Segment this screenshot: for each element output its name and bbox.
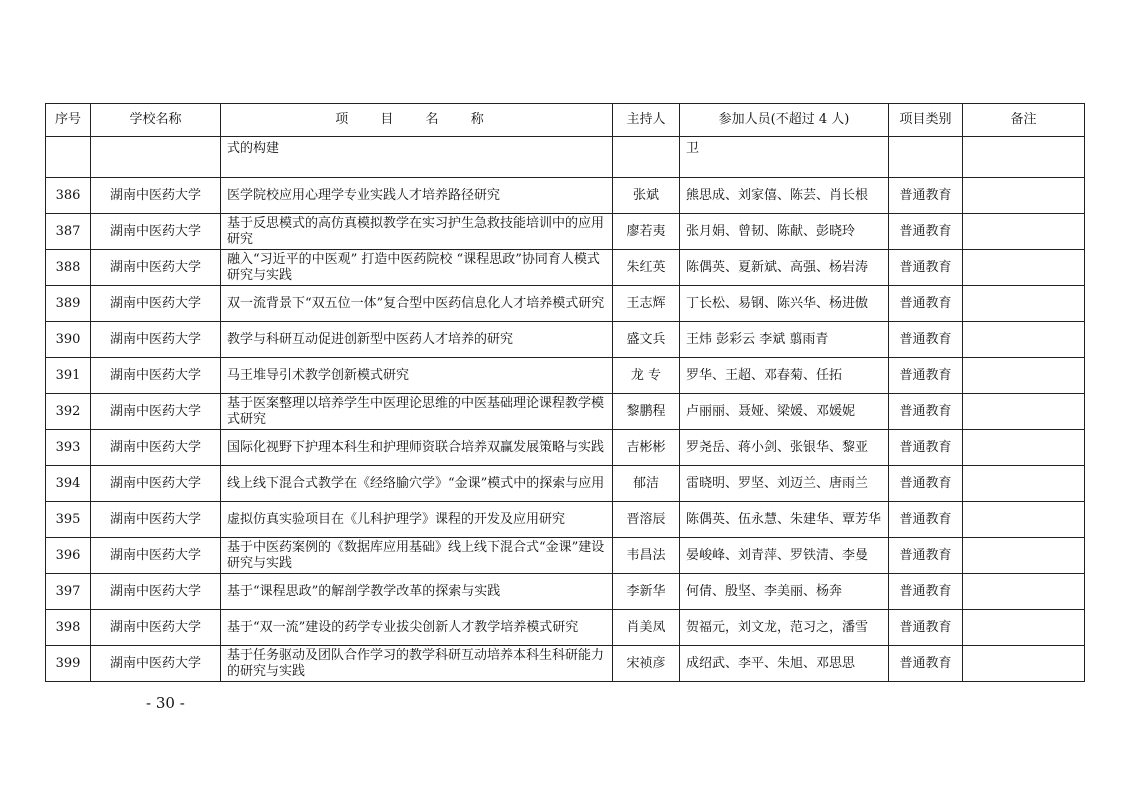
row-leader: 黎鹏程 <box>613 394 680 430</box>
row-school: 湖南中医药大学 <box>91 178 221 214</box>
row-category: 普通教育 <box>889 178 963 214</box>
document-table-area <box>45 103 1085 682</box>
row-category: 普通教育 <box>889 502 963 538</box>
row-no: 389 <box>46 286 91 322</box>
table-row <box>46 502 1085 538</box>
table-row <box>46 646 1085 682</box>
row-school: 湖南中医药大学 <box>91 322 221 358</box>
row-leader: 王志辉 <box>613 286 680 322</box>
row-no: 399 <box>46 646 91 682</box>
row-leader: 韦昌法 <box>613 538 680 574</box>
row-remark <box>963 574 1085 610</box>
row-remark <box>963 430 1085 466</box>
row-members: 陈偶英、伍永慧、朱建华、覃芳华 <box>680 502 889 538</box>
row-members: 雷晓明、罗坚、刘迈兰、唐雨兰 <box>680 466 889 502</box>
row-members: 丁长松、易钢、陈兴华、杨进傲 <box>680 286 889 322</box>
row-category: 普通教育 <box>889 358 963 394</box>
row-members: 王炜 彭彩云 李斌 翦雨青 <box>680 322 889 358</box>
row-school: 湖南中医药大学 <box>91 214 221 250</box>
row-no: 393 <box>46 430 91 466</box>
row-members: 何倩、殷坚、李美丽、杨奔 <box>680 574 889 610</box>
row-leader: 廖若夷 <box>613 214 680 250</box>
table-row <box>46 574 1085 610</box>
row-category: 普通教育 <box>889 646 963 682</box>
row-project: 国际化视野下护理本科生和护理师资联合培养双赢发展策略与实践 <box>221 430 613 466</box>
table-row <box>46 250 1085 286</box>
table-row <box>46 538 1085 574</box>
row-category: 普通教育 <box>889 466 963 502</box>
row-project: 虚拟仿真实验项目在《儿科护理学》课程的开发及应用研究 <box>221 502 613 538</box>
row-members: 陈偶英、夏新斌、高强、杨岩涛 <box>680 250 889 286</box>
row-project: 基于“课程思政”的解剖学教学改革的探索与实践 <box>221 574 613 610</box>
row-school: 湖南中医药大学 <box>91 610 221 646</box>
table-header-row <box>46 104 1085 137</box>
table-row <box>46 178 1085 214</box>
row-remark <box>963 286 1085 322</box>
row-members: 晏峻峰、刘青萍、罗铁清、李曼 <box>680 538 889 574</box>
continuation-project: 式的构建 <box>221 137 613 178</box>
table-cell <box>889 137 963 178</box>
row-remark <box>963 646 1085 682</box>
row-school: 湖南中医药大学 <box>91 430 221 466</box>
table-row <box>46 610 1085 646</box>
row-project: 基于中医药案例的《数据库应用基础》线上线下混合式“金课”建设研究与实践 <box>221 538 613 574</box>
row-category: 普通教育 <box>889 322 963 358</box>
row-project: 基于任务驱动及团队合作学习的教学科研互动培养本科生科研能力的研究与实践 <box>221 646 613 682</box>
row-remark <box>963 322 1085 358</box>
row-project: 教学与科研互动促进创新型中医药人才培养的研究 <box>221 322 613 358</box>
row-remark <box>963 394 1085 430</box>
header-leader: 主持人 <box>613 104 680 137</box>
row-no: 391 <box>46 358 91 394</box>
row-project: 基于反思模式的高仿真模拟教学在实习护生急救技能培训中的应用研究 <box>221 214 613 250</box>
row-project: 马王堆导引术教学创新模式研究 <box>221 358 613 394</box>
continuation-members: 卫 <box>680 137 889 178</box>
continuation-row <box>46 137 1085 178</box>
row-school: 湖南中医药大学 <box>91 466 221 502</box>
row-school: 湖南中医药大学 <box>91 538 221 574</box>
row-no: 388 <box>46 250 91 286</box>
row-remark <box>963 250 1085 286</box>
row-remark <box>963 502 1085 538</box>
row-leader: 肖美凤 <box>613 610 680 646</box>
row-no: 386 <box>46 178 91 214</box>
row-school: 湖南中医药大学 <box>91 358 221 394</box>
row-leader: 宋祯彦 <box>613 646 680 682</box>
row-leader: 郁洁 <box>613 466 680 502</box>
page-number: - 30 - <box>146 694 185 712</box>
row-members: 卢丽丽、聂娅、梁媛、邓媛妮 <box>680 394 889 430</box>
table-cell <box>46 137 91 178</box>
row-remark <box>963 178 1085 214</box>
row-remark <box>963 358 1085 394</box>
table-cell <box>91 137 221 178</box>
row-no: 394 <box>46 466 91 502</box>
table-row <box>46 286 1085 322</box>
row-category: 普通教育 <box>889 286 963 322</box>
header-category: 项目类别 <box>889 104 963 137</box>
row-project: 双一流背景下“双五位一体”复合型中医药信息化人才培养模式研究 <box>221 286 613 322</box>
row-leader: 吉彬彬 <box>613 430 680 466</box>
row-school: 湖南中医药大学 <box>91 646 221 682</box>
row-members: 罗尧岳、蒋小剑、张银华、黎亚 <box>680 430 889 466</box>
row-project: 基于“双一流”建设的药学专业拔尖创新人才教学培养模式研究 <box>221 610 613 646</box>
header-members: 参加人员(不超过 4 人) <box>680 104 889 137</box>
row-school: 湖南中医药大学 <box>91 286 221 322</box>
row-remark <box>963 538 1085 574</box>
table-row <box>46 466 1085 502</box>
row-leader: 朱红英 <box>613 250 680 286</box>
row-leader: 李新华 <box>613 574 680 610</box>
row-category: 普通教育 <box>889 250 963 286</box>
row-leader: 晋溶辰 <box>613 502 680 538</box>
row-members: 成绍武、李平、朱旭、邓思思 <box>680 646 889 682</box>
row-category: 普通教育 <box>889 538 963 574</box>
table-row <box>46 358 1085 394</box>
row-school: 湖南中医药大学 <box>91 502 221 538</box>
table-cell <box>613 137 680 178</box>
row-leader: 张斌 <box>613 178 680 214</box>
table-row <box>46 322 1085 358</box>
row-members: 贺福元，刘文龙，范习之，潘雪 <box>680 610 889 646</box>
row-no: 398 <box>46 610 91 646</box>
row-no: 396 <box>46 538 91 574</box>
table-row <box>46 394 1085 430</box>
row-leader: 盛文兵 <box>613 322 680 358</box>
row-remark <box>963 466 1085 502</box>
row-project: 医学院校应用心理学专业实践人才培养路径研究 <box>221 178 613 214</box>
header-project: 项 目 名 称 <box>221 104 613 137</box>
row-project: 基于医案整理以培养学生中医理论思维的中医基础理论课程教学模式研究 <box>221 394 613 430</box>
table-row <box>46 214 1085 250</box>
row-remark <box>963 214 1085 250</box>
row-no: 397 <box>46 574 91 610</box>
row-no: 390 <box>46 322 91 358</box>
row-category: 普通教育 <box>889 394 963 430</box>
row-school: 湖南中医药大学 <box>91 250 221 286</box>
row-remark <box>963 610 1085 646</box>
table-cell <box>963 137 1085 178</box>
header-remark: 备注 <box>963 104 1085 137</box>
row-no: 395 <box>46 502 91 538</box>
project-table <box>45 103 1085 682</box>
row-no: 392 <box>46 394 91 430</box>
header-school: 学校名称 <box>91 104 221 137</box>
table-row <box>46 430 1085 466</box>
row-leader: 龙 专 <box>613 358 680 394</box>
row-category: 普通教育 <box>889 430 963 466</box>
row-project: 线上线下混合式教学在《经络腧穴学》“金课”模式中的探索与应用 <box>221 466 613 502</box>
row-category: 普通教育 <box>889 214 963 250</box>
row-no: 387 <box>46 214 91 250</box>
row-school: 湖南中医药大学 <box>91 394 221 430</box>
row-members: 熊思成、刘家僖、陈芸、肖长根 <box>680 178 889 214</box>
row-members: 罗华、王超、邓春菊、任拓 <box>680 358 889 394</box>
row-category: 普通教育 <box>889 574 963 610</box>
row-category: 普通教育 <box>889 610 963 646</box>
row-members: 张月娟、曾韧、陈献、彭晓玲 <box>680 214 889 250</box>
header-no: 序号 <box>46 104 91 137</box>
row-school: 湖南中医药大学 <box>91 574 221 610</box>
row-project: 融入“习近平的中医观” 打造中医药院校 “课程思政”协同育人模式研究与实践 <box>221 250 613 286</box>
